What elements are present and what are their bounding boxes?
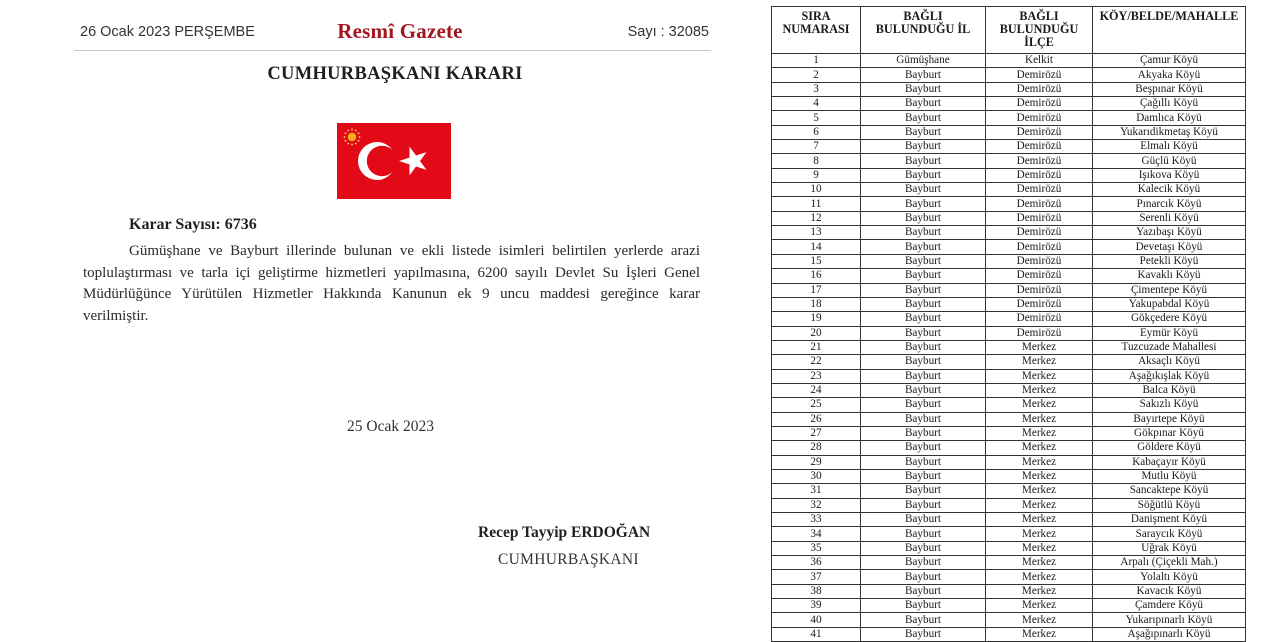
cell-il: Bayburt [861,556,986,570]
header-bagli-ilce: BAĞLI BULUNDUĞU İLÇE [986,7,1093,54]
cell-sira: 4 [772,97,861,111]
cell-il: Bayburt [861,627,986,641]
cell-il: Bayburt [861,240,986,254]
table-row [772,269,1246,283]
cell-koy: Akyaka Köyü [1093,68,1246,82]
cell-sira: 18 [772,297,861,311]
cell-ilce: Merkez [986,355,1093,369]
gazette-masthead: Resmî Gazete [337,19,463,43]
cell-sira: 28 [772,441,861,455]
header-koy-belde-mahalle: KÖY/BELDE/MAHALLE [1093,7,1246,54]
cell-ilce: Merkez [986,498,1093,512]
cell-sira: 21 [772,340,861,354]
cell-il: Bayburt [861,455,986,469]
cell-sira: 9 [772,168,861,182]
cell-ilce: Demirözü [986,183,1093,197]
table-row [772,627,1246,641]
table-row [772,398,1246,412]
cell-ilce: Merkez [986,599,1093,613]
table-row [772,312,1246,326]
cell-il: Bayburt [861,541,986,555]
cell-il: Bayburt [861,369,986,383]
cell-il: Bayburt [861,484,986,498]
cell-sira: 35 [772,541,861,555]
cell-sira: 2 [772,68,861,82]
cell-sira: 40 [772,613,861,627]
table-row [772,197,1246,211]
cell-sira: 8 [772,154,861,168]
cell-ilce: Demirözü [986,97,1093,111]
cell-koy: Bayırtepe Köyü [1093,412,1246,426]
cell-sira: 15 [772,254,861,268]
table-row [772,570,1246,584]
table-row [772,183,1246,197]
table-row [772,455,1246,469]
table-row [772,412,1246,426]
cell-il: Bayburt [861,441,986,455]
cell-sira: 29 [772,455,861,469]
cell-koy: Tuzcuzade Mahallesi [1093,340,1246,354]
cell-ilce: Merkez [986,455,1093,469]
table-row [772,340,1246,354]
cell-il: Bayburt [861,570,986,584]
cell-koy: Saraycık Köyü [1093,527,1246,541]
cell-koy: Gökçedere Köyü [1093,312,1246,326]
cell-koy: Elmalı Köyü [1093,140,1246,154]
cell-ilce: Merkez [986,340,1093,354]
cell-koy: Arpalı (Çiçekli Mah.) [1093,556,1246,570]
cell-ilce: Demirözü [986,326,1093,340]
table-row [772,613,1246,627]
table-row [772,355,1246,369]
cell-koy: Kalecik Köyü [1093,183,1246,197]
table-row [772,584,1246,598]
table-row [772,226,1246,240]
cell-sira: 20 [772,326,861,340]
table-row [772,469,1246,483]
cell-koy: Kavacık Köyü [1093,584,1246,598]
cell-il: Bayburt [861,82,986,96]
cell-sira: 10 [772,183,861,197]
cell-ilce: Merkez [986,426,1093,440]
cell-il: Bayburt [861,498,986,512]
cell-il: Bayburt [861,125,986,139]
cell-il: Bayburt [861,197,986,211]
table-row [772,383,1246,397]
cell-il: Bayburt [861,254,986,268]
document-title: CUMHURBAŞKANI KARARI [267,64,523,84]
cell-sira: 26 [772,412,861,426]
cell-koy: Söğütlü Köyü [1093,498,1246,512]
cell-sira: 7 [772,140,861,154]
cell-koy: Beşpınar Köyü [1093,82,1246,96]
cell-il: Bayburt [861,283,986,297]
cell-sira: 5 [772,111,861,125]
cell-sira: 19 [772,312,861,326]
cell-il: Bayburt [861,613,986,627]
cell-koy: Devetaşı Köyü [1093,240,1246,254]
cell-ilce: Merkez [986,383,1093,397]
cell-ilce: Demirözü [986,297,1093,311]
table-row [772,283,1246,297]
cell-ilce: Merkez [986,441,1093,455]
table-row [772,68,1246,82]
cell-koy: Gökpınar Köyü [1093,426,1246,440]
cell-koy: Yukarıpınarlı Köyü [1093,613,1246,627]
cell-ilce: Demirözü [986,197,1093,211]
cell-il: Bayburt [861,527,986,541]
cell-koy: Çağıllı Köyü [1093,97,1246,111]
cell-ilce: Demirözü [986,254,1093,268]
cell-sira: 11 [772,197,861,211]
cell-ilce: Demirözü [986,154,1093,168]
signatory-title: CUMHURBAŞKANI [498,551,639,568]
cell-koy: Eymür Köyü [1093,326,1246,340]
cell-koy: Serenli Köyü [1093,211,1246,225]
cell-koy: Uğrak Köyü [1093,541,1246,555]
cell-sira: 6 [772,125,861,139]
cell-sira: 14 [772,240,861,254]
table-row [772,168,1246,182]
cell-ilce: Demirözü [986,82,1093,96]
decree-body: Gümüşhane ve Bayburt illerinde bulunan ve ekli listede isimleri belirtilen yerlerde arazi toplulaştırması ve tarla içi geliştirme hizmetleri yapılmasına, 6200 sayılı Devlet Su İşleri Genel Müdürlüğünce Yürütülen Hizmetler Hakkında Kanunun ek 9 uncu maddesi gereğince karar verilmiştir. [83,243,700,324]
table-row [772,97,1246,111]
cell-ilce: Merkez [986,412,1093,426]
cell-il: Bayburt [861,111,986,125]
table-row [772,599,1246,613]
cell-sira: 23 [772,369,861,383]
cell-ilce: Demirözü [986,269,1093,283]
table-row [772,211,1246,225]
table-row [772,369,1246,383]
cell-ilce: Demirözü [986,68,1093,82]
table-row [772,426,1246,440]
cell-il: Bayburt [861,412,986,426]
cell-koy: Çamur Köyü [1093,54,1246,68]
table-row [772,513,1246,527]
header-sira-numarasi: SIRA NUMARASI [772,7,861,54]
cell-koy: Yakupabdal Köyü [1093,297,1246,311]
cell-koy: Yukarıdikmetaş Köyü [1093,125,1246,139]
cell-ilce: Demirözü [986,312,1093,326]
table-row [772,54,1246,68]
cell-sira: 32 [772,498,861,512]
cell-ilce: Merkez [986,469,1093,483]
cell-sira: 27 [772,426,861,440]
cell-ilce: Merkez [986,570,1093,584]
cell-koy: Aksaçlı Köyü [1093,355,1246,369]
cell-il: Bayburt [861,68,986,82]
cell-koy: Çamdere Köyü [1093,599,1246,613]
cell-sira: 13 [772,226,861,240]
cell-ilce: Demirözü [986,211,1093,225]
cell-koy: Aşağıpınarlı Köyü [1093,627,1246,641]
cell-il: Bayburt [861,340,986,354]
cell-ilce: Demirözü [986,226,1093,240]
cell-il: Bayburt [861,211,986,225]
cell-koy: Kavaklı Köyü [1093,269,1246,283]
cell-il: Bayburt [861,140,986,154]
cell-ilce: Demirözü [986,240,1093,254]
table-row [772,297,1246,311]
cell-koy: Sancaktepe Köyü [1093,484,1246,498]
flag-graphic-icon [337,123,451,199]
cell-ilce: Merkez [986,584,1093,598]
cell-sira: 3 [772,82,861,96]
cell-il: Bayburt [861,513,986,527]
cell-ilce: Demirözü [986,125,1093,139]
signatory-name: Recep Tayyip ERDOĞAN [478,524,651,541]
table-row [772,254,1246,268]
cell-koy: Işıkova Köyü [1093,168,1246,182]
table-row [772,326,1246,340]
table-body [772,54,1246,642]
cell-koy: Yazıbaşı Köyü [1093,226,1246,240]
table-header-row [772,7,1246,54]
turkish-flag-presidential-icon [337,123,451,199]
cell-koy: Aşağıkışlak Köyü [1093,369,1246,383]
cell-ilce: Merkez [986,627,1093,641]
cell-koy: Yolaltı Köyü [1093,570,1246,584]
cell-sira: 24 [772,383,861,397]
cell-il: Bayburt [861,398,986,412]
cell-il: Bayburt [861,383,986,397]
cell-il: Gümüşhane [861,54,986,68]
table-row [772,111,1246,125]
cell-koy: Mutlu Köyü [1093,469,1246,483]
cell-sira: 17 [772,283,861,297]
decision-number: Karar Sayısı: 6736 [129,216,257,233]
cell-sira: 25 [772,398,861,412]
table-row [772,154,1246,168]
cell-ilce: Merkez [986,527,1093,541]
cell-il: Bayburt [861,426,986,440]
gazette-date: 26 Ocak 2023 PERŞEMBE [80,24,255,40]
cell-koy: Pınarcık Köyü [1093,197,1246,211]
cell-koy: Göldere Köyü [1093,441,1246,455]
cell-il: Bayburt [861,269,986,283]
cell-il: Bayburt [861,326,986,340]
signature-date: 25 Ocak 2023 [347,418,434,435]
cell-il: Bayburt [861,469,986,483]
cell-sira: 16 [772,269,861,283]
cell-ilce: Merkez [986,369,1093,383]
cell-sira: 31 [772,484,861,498]
cell-il: Bayburt [861,312,986,326]
cell-il: Bayburt [861,168,986,182]
cell-ilce: Demirözü [986,283,1093,297]
table-row [772,240,1246,254]
cell-sira: 36 [772,556,861,570]
cell-il: Bayburt [861,584,986,598]
cell-sira: 39 [772,599,861,613]
cell-koy: Güçlü Köyü [1093,154,1246,168]
cell-sira: 12 [772,211,861,225]
cell-ilce: Merkez [986,541,1093,555]
cell-ilce: Kelkit [986,54,1093,68]
cell-ilce: Merkez [986,484,1093,498]
cell-koy: Petekli Köyü [1093,254,1246,268]
table-row [772,527,1246,541]
cell-il: Bayburt [861,154,986,168]
cell-il: Bayburt [861,355,986,369]
table-row [772,441,1246,455]
cell-koy: Sakızlı Köyü [1093,398,1246,412]
gazette-issue-number: Sayı : 32085 [627,24,709,40]
header-bagli-il: BAĞLI BULUNDUĞU İL [861,7,986,54]
cell-il: Bayburt [861,226,986,240]
header-divider [74,50,711,51]
cell-sira: 1 [772,54,861,68]
table-row [772,82,1246,96]
table-row [772,541,1246,555]
cell-sira: 41 [772,627,861,641]
cell-sira: 34 [772,527,861,541]
cell-il: Bayburt [861,297,986,311]
table-row [772,556,1246,570]
cell-koy: Damlıca Köyü [1093,111,1246,125]
cell-ilce: Merkez [986,556,1093,570]
cell-sira: 38 [772,584,861,598]
cell-koy: Çimentepe Köyü [1093,283,1246,297]
cell-ilce: Merkez [986,613,1093,627]
cell-il: Bayburt [861,599,986,613]
cell-sira: 37 [772,570,861,584]
cell-ilce: Demirözü [986,111,1093,125]
cell-sira: 22 [772,355,861,369]
cell-sira: 30 [772,469,861,483]
village-list-table [771,6,1246,642]
cell-ilce: Merkez [986,398,1093,412]
cell-koy: Danişment Köyü [1093,513,1246,527]
table-row [772,498,1246,512]
cell-il: Bayburt [861,183,986,197]
cell-koy: Balca Köyü [1093,383,1246,397]
cell-sira: 33 [772,513,861,527]
cell-il: Bayburt [861,97,986,111]
cell-koy: Kabaçayır Köyü [1093,455,1246,469]
cell-ilce: Merkez [986,513,1093,527]
cell-ilce: Demirözü [986,168,1093,182]
table-row [772,125,1246,139]
table-row [772,484,1246,498]
table-row [772,140,1246,154]
cell-ilce: Demirözü [986,140,1093,154]
